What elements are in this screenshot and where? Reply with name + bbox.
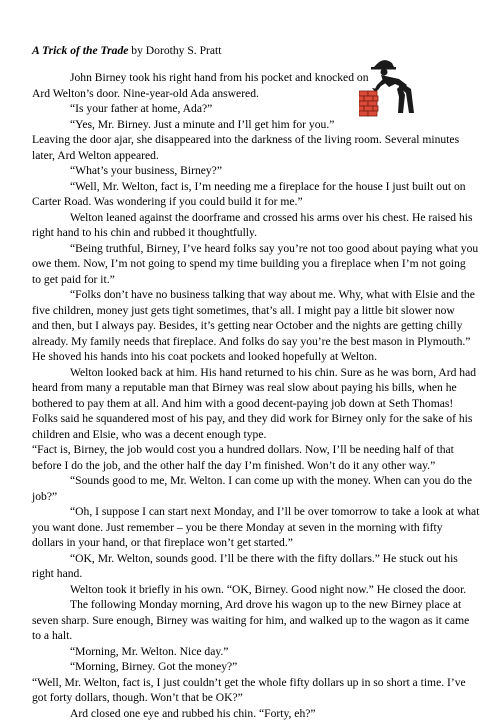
text-line: “Well, Mr. Welton, fact is, I’m needing me a fireplace for the house I just built out on [32, 179, 472, 195]
text-line: five children, money just gets tight sometimes, that’s all. I might pay a little bit slower now [32, 303, 472, 319]
text-line: dollars in your hand, or that fireplace won’t get started.” [32, 535, 472, 551]
text-line: “Sounds good to me, Mr. Welton. I can come up with the money. When can you do the [32, 473, 472, 489]
text-line: before I do the job, and the other half the day I’m finished. Won’t do it any other way.” [32, 458, 472, 474]
text-line: children and Elsie, who was a decent enough type. [32, 427, 472, 443]
byline: by Dorothy S. Pratt [131, 44, 221, 57]
title-line [32, 44, 221, 58]
text-line: “Morning, Birney. Got the money?” [32, 659, 472, 675]
text-line: heard from many a reputable man that Birney was real slow about paying his bills, when he [32, 380, 472, 396]
text-line: Welton looked back at him. His hand returned to his chin. Sure as he was born, Ard had [32, 365, 472, 381]
text-line: John Birney took his right hand from his pocket and knocked on [32, 70, 472, 86]
text-line: later, Ard Welton appeared. [32, 148, 472, 164]
text-line: “Oh, I suppose I can start next Monday, and I’ll be over tomorrow to take a look at what [32, 504, 472, 520]
text-line: Leaving the door ajar, she disappeared into the darkness of the living room. Several minutes [32, 132, 472, 148]
text-line: He shoved his hands into his coat pockets and looked hopefully at Welton. [32, 349, 472, 365]
text-line: right hand. [32, 566, 472, 582]
text-line: got forty dollars, though. Won’t that be OK?” [32, 690, 472, 706]
story-title: A Trick of the Trade [32, 44, 128, 57]
text-line: “Well, Mr. Welton, fact is, I just couldn’t get the whole fifty dollars up in so short a time. I’ve [32, 675, 472, 691]
text-line: Welton took it briefly in his own. “OK, Birney. Good night now.” He closed the door. [32, 582, 472, 598]
text-line: and then, but I always pay. Besides, it’s getting near October and the nights are getting chilly [32, 318, 472, 334]
text-line: “Yes, Mr. Birney. Just a minute and I’ll get him for you.” [32, 117, 472, 133]
text-line: to get paid for it.” [32, 272, 472, 288]
text-line: Folks said he squandered most of his pay, and they did work for Birney only for the sake of his [32, 411, 472, 427]
text-line: right hand to his chin and rubbed it thoughtfully. [32, 225, 472, 241]
text-line: “Is your father at home, Ada?” [32, 101, 472, 117]
text-line: job?” [32, 489, 472, 505]
text-line: “What’s your business, Birney?” [32, 163, 472, 179]
text-line: you want done. Just remember – you be there Monday at seven in the morning with fifty [32, 520, 472, 536]
text-line: owe them. Now, I’m not going to spend my time building you a fireplace when I’m not going [32, 256, 472, 272]
text-line: Ard closed one eye and rubbed his chin. “Forty, eh?” [32, 706, 472, 721]
text-line: “Being truthful, Birney, I’ve heard folks say you’re not too good about paying what you [32, 241, 472, 257]
text-line: Carter Road. Was wondering if you could build it for me.” [32, 194, 472, 210]
text-line: Ard Welton’s door. Nine-year-old Ada answered. [32, 86, 472, 102]
text-line: The following Monday morning, Ard drove his wagon up to the new Birney place at [32, 597, 472, 613]
story-body [32, 70, 472, 721]
text-line: seven sharp. Sure enough, Birney was waiting for him, and walked up to the wagon as it came [32, 613, 472, 629]
text-line: “Morning, Mr. Welton. Nice day.” [32, 644, 472, 660]
text-line: to a halt. [32, 628, 472, 644]
text-line: bothered to pay them at all. And him with a good decent-paying job down at Seth Thomas! [32, 396, 472, 412]
text-line: “Folks don’t have no business talking that way about me. Why, what with Elsie and the [32, 287, 472, 303]
text-line: “Fact is, Birney, the job would cost you a hundred dollars. Now, I’ll be needing half of that [32, 442, 472, 458]
text-line: already. My family needs that fireplace. And folks do say you’re the best mason in Plymouth.” [32, 334, 472, 350]
text-line: Welton leaned against the doorframe and crossed his arms over his chest. He raised his [32, 210, 472, 226]
text-line: “OK, Mr. Welton, sounds good. I’ll be there with the fifty dollars.” He stuck out his [32, 551, 472, 567]
